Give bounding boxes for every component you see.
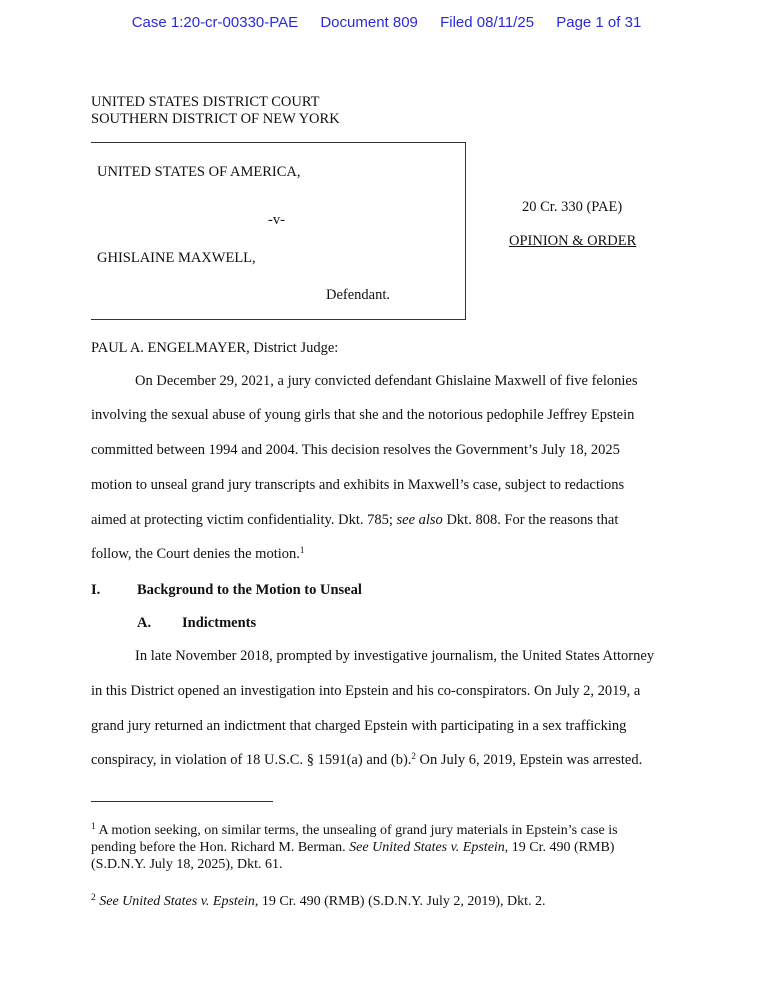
para2-line2: in this District opened an investigation into Epstein and his co-conspirators. On July 2, 2019, a [91,683,641,699]
footnote-2-mark: 2 [91,893,96,903]
header-document-number: Document 809 [320,14,418,31]
caption-plaintiff: UNITED STATES OF AMERICA, [97,164,301,180]
ecf-header [0,14,773,31]
footnote-1-citation: See United States v. Epstein [349,840,505,855]
para1-line1: On December 29, 2021, a jury convicted defendant Ghislaine Maxwell of five felonies [135,373,638,389]
para1-line3: committed between 1994 and 2004. This decision resolves the Government’s July 18, 2025 [91,442,620,458]
court-line-1: UNITED STATES DISTRICT COURT [91,94,320,110]
footnote-ref-1[interactable]: 1 [299,545,305,555]
judge-line: PAUL A. ENGELMAYER, District Judge: [91,340,339,356]
caption-defendant-name: GHISLAINE MAXWELL, [97,250,256,266]
para2-line3: grand jury returned an indictment that charged Epstein with participating in a sex trafficking [91,718,627,734]
footnote-divider [91,801,273,802]
para2-line1: In late November 2018, prompted by investigative journalism, the United States Attorney [135,648,655,664]
section-a-title: Indictments [182,615,257,631]
court-name [91,94,340,128]
para1-line5 [91,512,691,529]
case-number: 20 Cr. 330 (PAE) [522,199,623,215]
header-case-number: Case 1:20-cr-00330-PAE [131,14,299,31]
footnote-1-line2-a: pending before the Hon. Richard M. Berman. [91,840,350,855]
para1-line6 [91,546,691,563]
para1-line2: involving the sexual abuse of young girls that she and the notorious pedophile Jeffrey Epstein [91,407,635,423]
para2-line4-a: conspiracy, in violation of 18 U.S.C. § 1591(a) and (b). [91,752,412,768]
para2-line4-b: On July 6, 2019, Epstein was arrested. [415,752,643,768]
section-1-title: Background to the Motion to Unseal [137,582,362,598]
footnote-1-mark: 1 [91,822,96,832]
footnote-1 [91,822,691,873]
header-filed-date: Filed 08/11/25 [440,14,535,31]
footnote-1-line1-text: A motion seeking, on similar terms, the unsealing of grand jury materials in Epstein’s case is [95,823,618,838]
caption-defendant-label: Defendant. [326,287,391,303]
footnote-1-line3: (S.D.N.Y. July 18, 2025), Dkt. 61. [91,857,283,872]
para1-line5-c: Dkt. 808. For the reasons that [442,512,619,528]
header-page-count: Page 1 of 31 [556,14,642,31]
footnote-2-text: , 19 Cr. 490 (RMB) (S.D.N.Y. July 2, 2019), Dkt. 2. [254,894,546,909]
footnote-1-line1 [91,822,691,839]
para1-line5-italic: see also [396,512,443,528]
para2-line4 [91,752,691,769]
section-a-number: A. [137,615,152,631]
para1-line5-a: aimed at protecting victim confidentiality. Dkt. 785; [91,512,397,528]
footnote-1-line2-c: , 19 Cr. 490 (RMB) [504,840,615,855]
footnote-ref-2[interactable]: 2 [411,751,416,761]
footnote-2-citation: See United States v. Epstein [99,894,255,909]
document-title: OPINION & ORDER [509,233,637,249]
court-line-2: SOUTHERN DISTRICT OF NEW YORK [91,111,340,127]
caption-versus: -v- [268,212,285,228]
para1-line6-text: follow, the Court denies the motion. [91,546,300,562]
footnote-2 [91,893,691,910]
section-1-number: I. [91,582,101,598]
footnote-1-line2 [91,839,691,856]
para1-line4: motion to unseal grand jury transcripts and exhibits in Maxwell’s case, subject to redactions [91,477,625,493]
